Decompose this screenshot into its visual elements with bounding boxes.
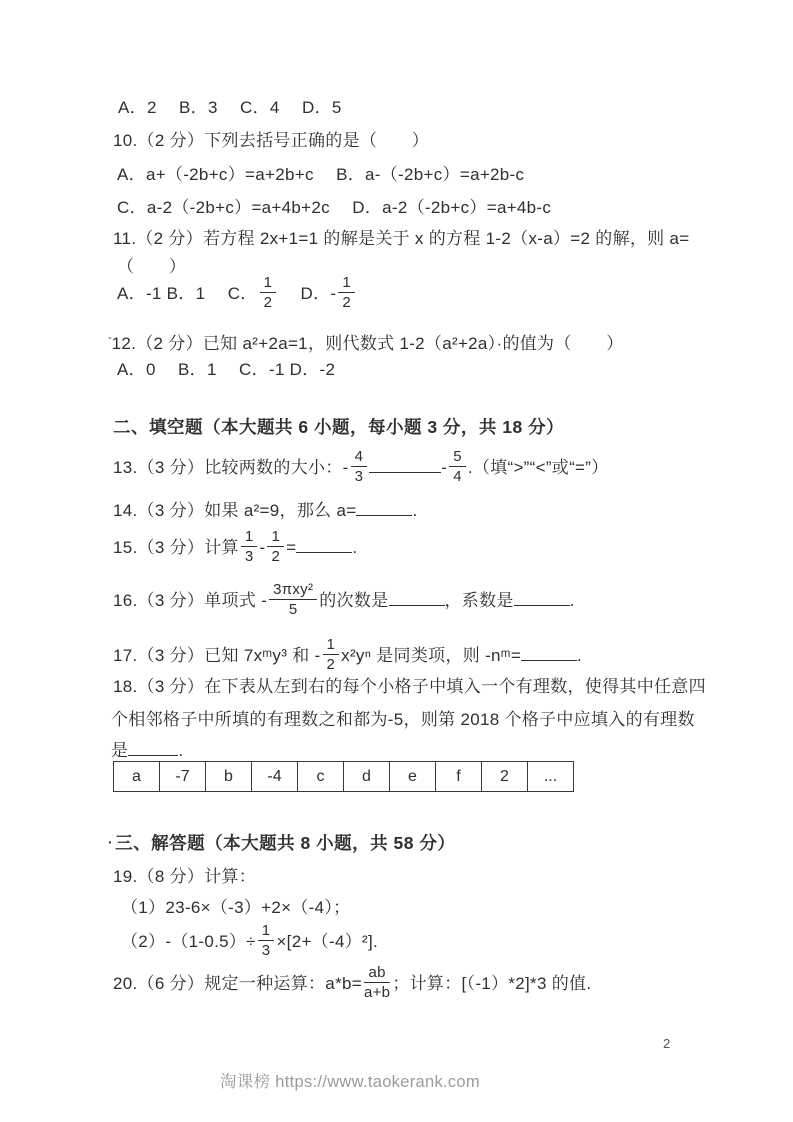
table-cell: f <box>436 762 482 792</box>
section-3-header <box>108 831 455 854</box>
page-number: 2 <box>663 1036 671 1051</box>
fraction-denominator: 5 <box>288 601 298 619</box>
table-cell: -7 <box>160 762 206 792</box>
table-cell: d <box>344 762 390 792</box>
question-10-options-cd <box>117 197 551 219</box>
question-18-line3-prefix: 是 <box>111 741 129 760</box>
question-9-options-text: A．2 B．3 C．4 D．5 <box>118 98 342 117</box>
question-11-paren-text: （ ） <box>117 257 187 276</box>
question-11-options <box>117 276 357 314</box>
question-20 <box>113 966 591 1004</box>
question-19-part2-suffix: ×[2+（-4）²]. <box>276 932 379 952</box>
question-19-part1 <box>121 897 350 919</box>
fraction-numerator: 4 <box>351 448 368 467</box>
fraction-denominator: 2 <box>326 656 336 674</box>
question-11-paren <box>117 256 186 278</box>
question-15-prefix: 15.（3 分）计算 <box>113 538 239 558</box>
answer-blank <box>296 537 352 553</box>
fraction-one-half <box>338 274 355 312</box>
fraction-monomial <box>269 581 317 619</box>
question-19-part2-prefix: （2）-（1-0.5）÷ <box>121 932 256 952</box>
question-14 <box>113 500 417 522</box>
section-2-header <box>113 416 564 438</box>
fraction-numerator: 1 <box>241 528 258 547</box>
fraction-numerator: 1 <box>258 922 275 941</box>
answer-blank <box>514 590 570 606</box>
table-row <box>114 762 574 792</box>
fraction-denominator: 2 <box>271 548 281 566</box>
question-20-prefix: 20.（6 分）规定一种运算：a*b= <box>113 974 362 994</box>
anchor-mark: - <box>108 332 111 344</box>
question-12-text <box>108 327 624 355</box>
fraction-one-half <box>323 636 340 674</box>
question-19-part2 <box>121 924 378 962</box>
question-17-prefix: 17.（3 分）已知 7xᵐy³ 和 - <box>113 646 321 666</box>
question-17 <box>113 638 582 676</box>
number-sequence-table <box>113 761 574 792</box>
table-cell: e <box>390 762 436 792</box>
question-18-line1-text: 18.（3 分）在下表从左到右的每个小格子中填入一个有理数，使得其中任意四 <box>113 677 706 696</box>
question-19-part1-text: （1）23-6×（-3）+2×（-4）； <box>121 898 351 917</box>
fraction-denominator: 2 <box>342 294 352 312</box>
question-14-suffix: . <box>412 501 418 520</box>
question-13-mid: - <box>441 458 448 478</box>
question-15 <box>113 530 357 568</box>
question-13-suffix: .（填“>”“<”或“=”） <box>467 458 609 478</box>
question-12-options-text: A．0 B．1 C．-1 D．-2 <box>117 360 336 379</box>
answer-blank <box>369 457 441 473</box>
question-16-mid: 的次数是 <box>319 591 389 611</box>
section-3-title: 三、解答题（本大题共 8 小题，共 58 分） <box>115 833 456 853</box>
fraction-four-thirds <box>351 448 368 486</box>
question-10-text <box>113 130 429 152</box>
question-10-stem: 10.（2 分）下列去括号正确的是（ ） <box>113 131 430 150</box>
question-10-options-ab <box>117 164 524 186</box>
fraction-denominator: 3 <box>354 468 364 486</box>
question-16-suffix: . <box>569 591 575 611</box>
table-cell: -4 <box>252 762 298 792</box>
question-17-suffix: . <box>577 646 583 666</box>
question-13-prefix: 13.（3 分）比较两数的大小：- <box>113 458 349 478</box>
question-18-line2-text: 个相邻格子中所填的有理数之和都为-5，则第 2018 个格子中应填入的有理数 <box>111 710 695 729</box>
fraction-one-half <box>267 528 284 566</box>
anchor-dot: · <box>108 834 114 850</box>
fraction-one-third <box>241 528 258 566</box>
question-10-options-cd-text: C．a-2（-2b+c）=a+4b+2c D．a-2（-2b+c）=a+4b-c <box>117 198 552 217</box>
question-17-mid: x²yⁿ 是同类项，则 -nᵐ= <box>341 646 522 666</box>
fraction-numerator: ab <box>364 964 390 983</box>
answer-blank <box>521 645 577 661</box>
fraction-one-half <box>260 274 277 312</box>
question-18-line2 <box>111 709 695 731</box>
table-cell: 2 <box>482 762 528 792</box>
fraction-numerator: 1 <box>323 636 340 655</box>
question-16-mid2: ，系数是 <box>444 591 514 611</box>
question-12-stem: 12.（2 分）已知 a²+2a=1，则代数式 1-2（a²+2a）·的值为（ ） <box>111 334 624 353</box>
fraction-denominator: 4 <box>453 468 462 486</box>
question-18-line3 <box>111 740 183 762</box>
table-cell: c <box>298 762 344 792</box>
fraction-numerator: 1 <box>260 274 277 293</box>
question-20-suffix: ；计算：[（-1）*2]*3 的值. <box>392 974 592 994</box>
section-2-title: 二、填空题（本大题共 6 小题，每小题 3 分，共 18 分） <box>113 417 565 437</box>
fraction-denominator: 3 <box>261 942 271 960</box>
question-9-options <box>118 97 342 119</box>
question-18-line3-suffix: . <box>178 741 184 760</box>
fraction-numerator: 3πxy² <box>269 581 317 600</box>
question-11-text <box>113 228 689 250</box>
question-15-suffix: . <box>352 538 358 558</box>
minus-sign: - <box>259 538 266 558</box>
question-13 <box>113 450 609 488</box>
fraction-numerator: 5 <box>449 448 466 467</box>
question-16 <box>113 583 575 621</box>
question-19-stem: 19.（8 分）计算： <box>113 867 257 886</box>
table-cell: a <box>114 762 160 792</box>
answer-blank <box>356 500 412 516</box>
footer-watermark: 淘课榜 https://www.taokerank.com <box>220 1073 480 1091</box>
question-14-prefix: 14.（3 分）如果 a²=9，那么 a= <box>113 501 357 520</box>
question-10-options-ab-text: A．a+（-2b+c）=a+2b+c B．a-（-2b+c）=a+2b-c <box>117 165 525 184</box>
fraction-numerator: 1 <box>267 528 284 547</box>
question-19-text <box>113 866 256 888</box>
fraction-ab-over-a-plus-b <box>364 964 390 1002</box>
question-11-stem: 11.（2 分）若方程 2x+1=1 的解是关于 x 的方程 1-2（x-a）=2 的解，则 a= <box>113 229 690 248</box>
table-cell: ... <box>528 762 574 792</box>
fraction-numerator: 1 <box>338 274 355 293</box>
fraction-denominator: 2 <box>263 294 273 312</box>
question-18-line1 <box>113 676 706 698</box>
question-16-prefix: 16.（3 分）单项式 - <box>113 591 268 611</box>
fraction-one-third <box>258 922 275 960</box>
answer-blank <box>389 590 445 606</box>
question-11-option-d-prefix: D．- <box>278 284 337 304</box>
fraction-five-fourths <box>449 448 466 486</box>
table-cell: b <box>206 762 252 792</box>
answer-blank <box>128 740 178 756</box>
question-11-options-prefix: A．-1 B．1 C． <box>117 284 258 304</box>
equals-sign: = <box>286 538 297 558</box>
fraction-denominator: a+b <box>363 984 391 1002</box>
question-12-options <box>117 359 335 381</box>
fraction-denominator: 3 <box>244 548 254 566</box>
